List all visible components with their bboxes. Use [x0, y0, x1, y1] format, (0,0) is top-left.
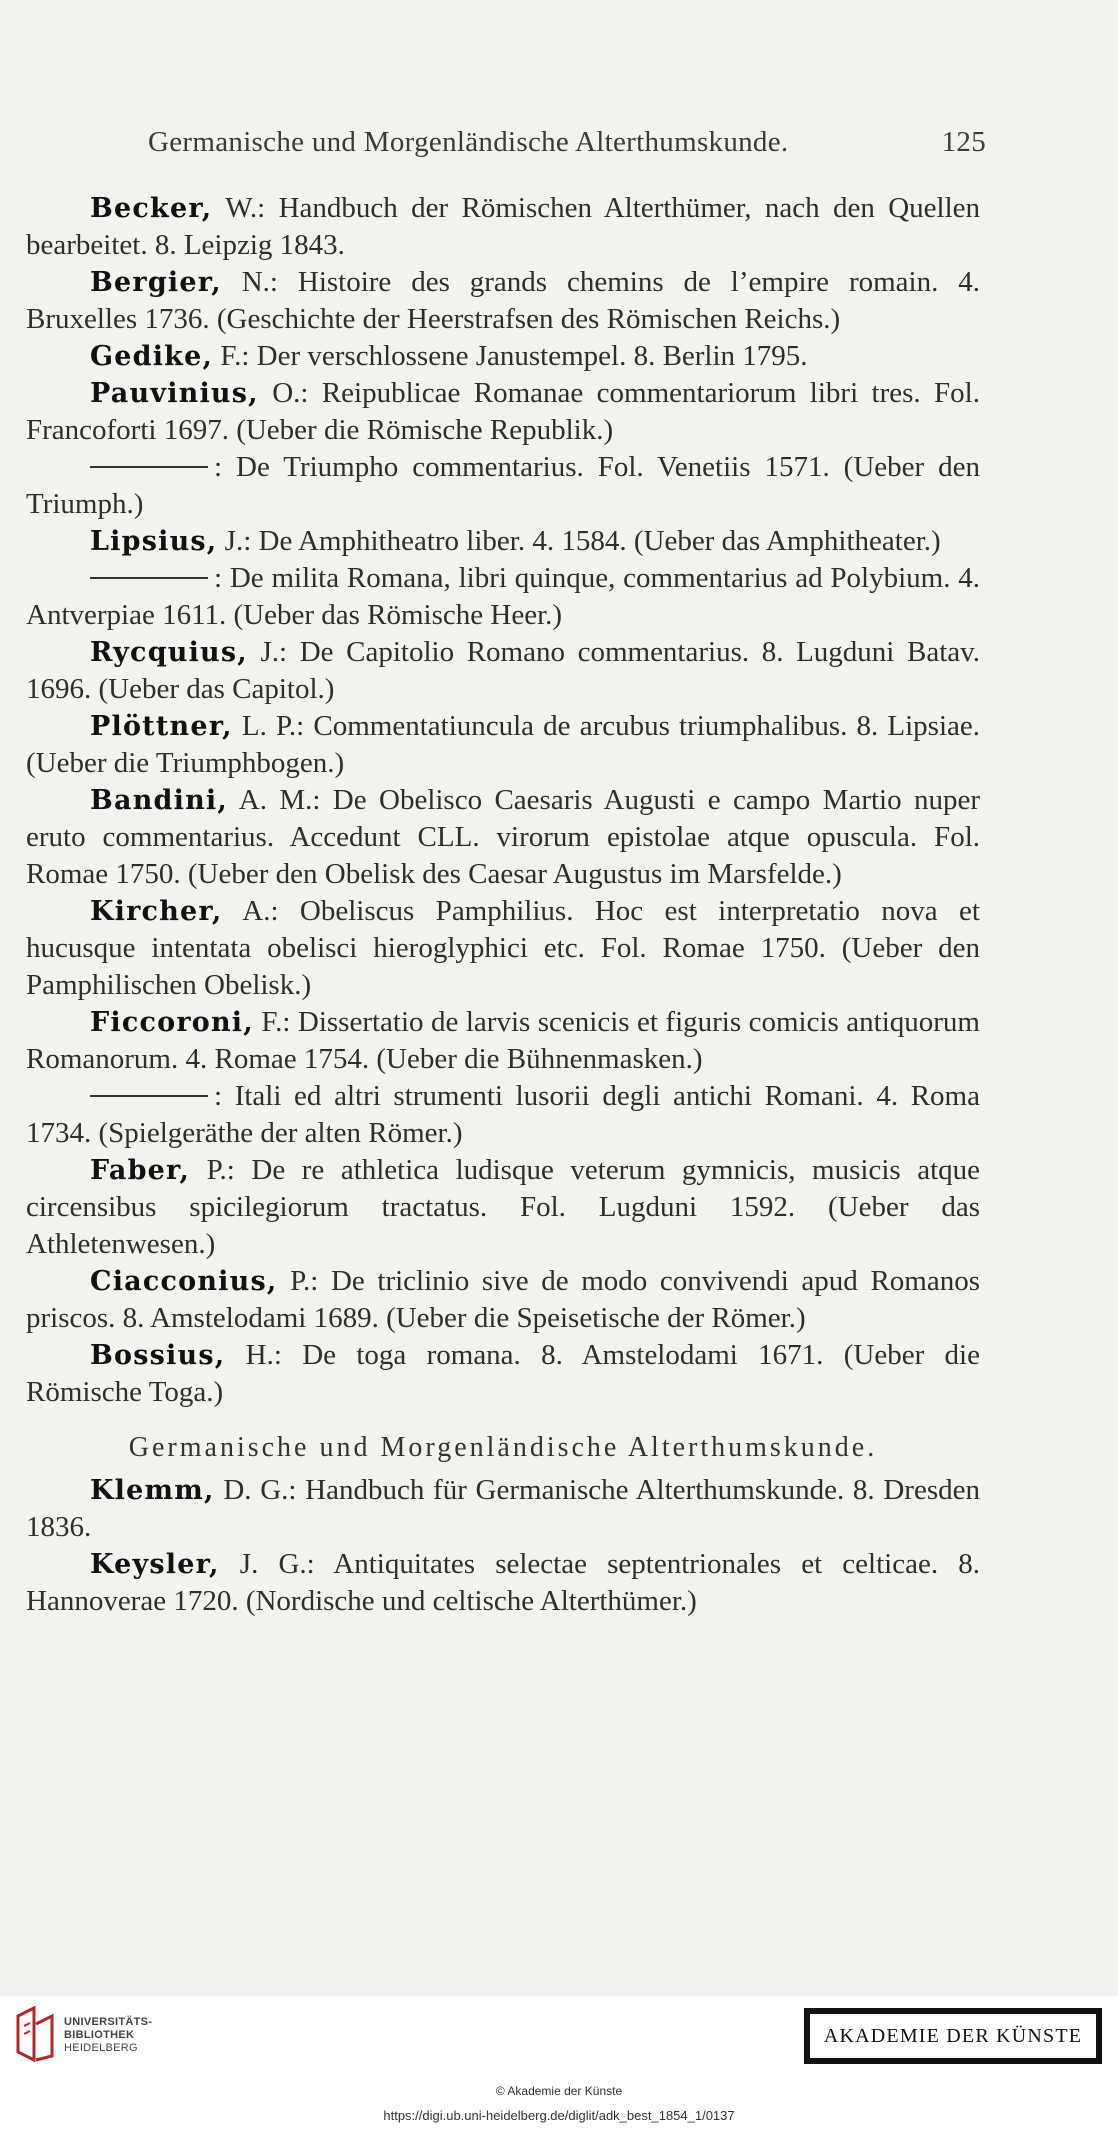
entry-text: F.: Der verschlossene Janustempel. 8. Berlin 1795. — [213, 340, 808, 372]
bibliography-entry — [26, 1263, 980, 1337]
entry-text: H.: De toga romana. 8. Amstelodami 1671. (Ueber die Römische Toga.) — [26, 1339, 980, 1408]
bibliography-entry — [26, 1472, 980, 1546]
entry-author: Ficcoroni, — [90, 1007, 254, 1038]
entry-author: Klemm, — [90, 1475, 215, 1506]
entry-author: Kircher, — [90, 896, 223, 927]
entry-author: Rycquius, — [90, 637, 248, 668]
running-head-title: Germanische und Morgenländische Alterthumskunde. — [148, 126, 789, 158]
library-logo[interactable] — [14, 2006, 154, 2062]
entry-author: Pauvinius, — [90, 378, 259, 409]
entry-author: Ciacconius, — [90, 1266, 278, 1297]
akademie-brand-badge[interactable] — [804, 2008, 1102, 2064]
logo-line-3: HEIDELBERG — [64, 2042, 138, 2054]
entry-author: Bandini, — [90, 785, 228, 816]
bibliography-entry — [26, 1078, 980, 1152]
entry-text: A.: Obeliscus Pamphilius. Hoc est interpretatio nova et hucusque intentata obelisci hieroglyphici etc. Fol. Romae 1750. (Ueber den Pamphilischen Obelisk.) — [26, 895, 980, 1001]
section-heading: Germanische und Morgenländische Alterthumskunde. — [128, 1432, 878, 1463]
entries-list-section — [26, 1472, 980, 1620]
bibliography-entry — [26, 1546, 980, 1620]
permalink-url[interactable]: https://digi.ub.uni-heidelberg.de/diglit/adk_best_1854_1/0137 — [383, 2108, 735, 2123]
entry-author: Bergier, — [90, 267, 222, 298]
entry-text: J.: De Amphitheatro liber. 4. 1584. (Ueber das Amphitheater.) — [217, 525, 941, 557]
logo-line-1: UNIVERSITÄTS- — [64, 2016, 153, 2028]
entry-text: : De Triumpho commentarius. Fol. Venetiis 1571. (Ueber den Triumph.) — [26, 451, 980, 520]
bibliography-entry — [26, 375, 980, 449]
page-number: 125 — [941, 126, 986, 158]
entry-author: Faber, — [90, 1155, 191, 1186]
entry-text: J.: De Capitolio Romano commentarius. 8. Lugduni Batav. 1696. (Ueber das Capitol.) — [26, 636, 980, 705]
bibliography-entry — [26, 338, 980, 375]
bibliography-entry — [26, 560, 980, 634]
copyright-notice: © Akademie der Künste — [495, 2084, 623, 2098]
bibliography-entry — [26, 190, 980, 264]
bibliography-entry — [26, 893, 980, 1004]
bibliography-entry — [26, 708, 980, 782]
library-logo-icon — [14, 2006, 56, 2062]
ditto-dash — [90, 1095, 208, 1097]
entry-text: L. P.: Commentatiuncula de arcubus triumphalibus. 8. Lipsiae. (Ueber die Triumphbogen.) — [26, 710, 980, 779]
entry-text: P.: De triclinio sive de modo convivendi apud Romanos priscos. 8. Amstelodami 1689. (Ueber die Speisetische der Römer.) — [26, 1265, 980, 1334]
entry-text: J. G.: Antiquitates selectae septentrionales et celticae. 8. Hannoverae 1720. (Nordische und celtische Alterthümer.) — [26, 1548, 980, 1617]
bibliography-entry — [26, 264, 980, 338]
entry-text: F.: Dissertatio de larvis scenicis et figuris comicis antiquorum Romanorum. 4. Romae 1754. (Ueber die Bühnenmasken.) — [26, 1006, 980, 1075]
ditto-dash — [90, 577, 208, 579]
entry-author: Becker, — [90, 193, 213, 224]
entry-text: W.: Handbuch der Römischen Alterthümer, nach den Quellen bearbeitet. 8. Leipzig 1843. — [26, 192, 980, 261]
logo-line-2: BIBLIOTHEK — [64, 2029, 135, 2041]
body-text — [26, 190, 980, 1620]
entry-author: Bossius, — [90, 1340, 226, 1371]
entry-author: Plöttner, — [90, 711, 233, 742]
bibliography-entry — [26, 449, 980, 523]
bibliography-entry — [26, 1337, 980, 1411]
entry-text: A. M.: De Obelisco Caesaris Augusti e campo Martio nuper eruto commentarius. Accedunt CLL. virorum epistolae atque opuscula. Fol. Romae 1750. (Ueber den Obelisk des Caesar Augustus im Marsfelde.) — [26, 784, 980, 890]
entries-list — [26, 190, 980, 1411]
entry-text: : Itali ed altri strumenti lusorii degli antichi Romani. 4. Roma 1734. (Spielgeräthe der alten Römer.) — [26, 1080, 980, 1149]
brand-label: AKADEMIE DER KÜNSTE — [810, 2014, 1096, 2058]
ditto-dash — [90, 466, 208, 468]
bibliography-entry — [26, 782, 980, 893]
bibliography-entry — [26, 1004, 980, 1078]
entry-author: Lipsius, — [90, 526, 218, 557]
entry-text: : De milita Romana, libri quinque, commentarius ad Polybium. 4. Antverpiae 1611. (Ueber das Römische Heer.) — [26, 562, 980, 631]
bibliography-entry — [26, 1152, 980, 1263]
library-logo-text — [64, 2016, 152, 2055]
entry-text: D. G.: Handbuch für Germanische Alterthumskunde. 8. Dresden 1836. — [26, 1474, 980, 1543]
bibliography-entry — [26, 523, 980, 560]
entry-text: O.: Reipublicae Romanae commentariorum libri tres. Fol. Francoforti 1697. (Ueber die Römische Republik.) — [26, 377, 980, 446]
entry-text: P.: De re athletica ludisque veterum gymnicis, musicis atque circensibus spicilegiorum tractatus. Fol. Lugduni 1592. (Ueber das Athletenwesen.) — [26, 1154, 980, 1260]
entry-author: Gedike, — [90, 341, 214, 372]
bibliography-entry — [26, 634, 980, 708]
entry-text: N.: Histoire des grands chemins de l’empire romain. 4. Bruxelles 1736. (Geschichte der Heerstrafsen des Römischen Reichs.) — [26, 266, 980, 335]
entry-author: Keysler, — [90, 1549, 220, 1580]
